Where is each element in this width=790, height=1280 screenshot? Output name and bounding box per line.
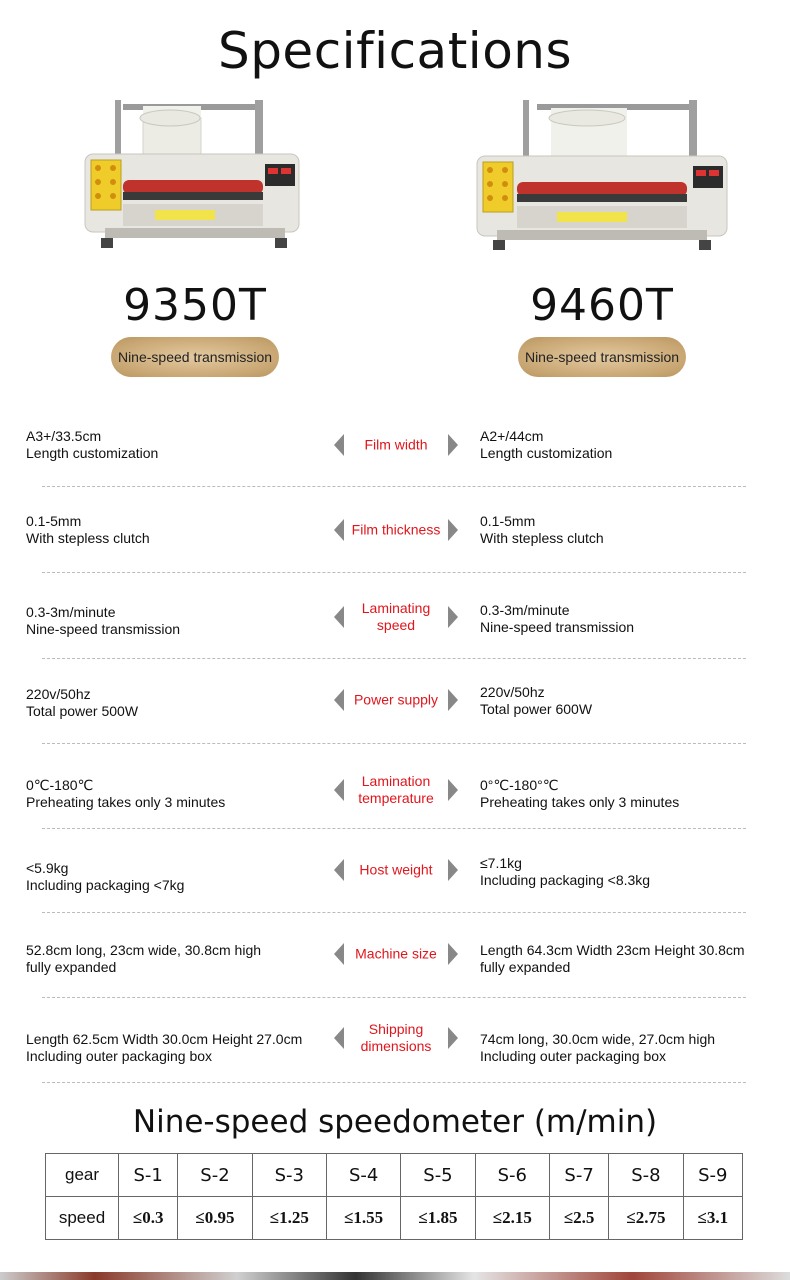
spec-label: Machine size [355, 945, 437, 962]
spec-row-power-supply [0, 686, 790, 772]
model-number: 9460T [530, 280, 674, 331]
spec-label-group [332, 1018, 460, 1058]
laminator-image [65, 100, 325, 270]
gear-cell: S-2 [178, 1154, 252, 1197]
row-header: speed [46, 1197, 119, 1240]
laminator-image [467, 100, 737, 270]
spec-label: Shipping dimensions [360, 1021, 432, 1054]
transmission-badge: Nine-speed transmission [518, 337, 686, 377]
speed-cell: ≤1.55 [326, 1197, 400, 1240]
spec-value-left: 0℃-180℃ Preheating takes only 3 minutes [26, 777, 226, 810]
product-9350t [45, 100, 345, 377]
arrow-right-icon [448, 606, 458, 628]
arrow-right-icon [448, 779, 458, 801]
arrow-right-icon [448, 943, 458, 965]
spec-row-film-width [0, 428, 790, 514]
arrow-right-icon [448, 519, 458, 541]
gear-cell: S-8 [609, 1154, 683, 1197]
gear-cell: S-6 [475, 1154, 549, 1197]
spec-label-group [332, 850, 460, 890]
speed-cell: ≤2.75 [609, 1197, 683, 1240]
spec-value-right: 0.1-5mm With stepless clutch [480, 513, 604, 546]
spec-value-right: 0.3-3m/minute Nine-speed transmission [480, 602, 635, 635]
gear-cell: S-9 [683, 1154, 742, 1197]
spec-row-laminating-speed [0, 600, 790, 690]
model-number: 9350T [123, 280, 267, 331]
speed-cell: ≤1.85 [401, 1197, 475, 1240]
spec-value-left: 0.3-3m/minute Nine-speed transmission [26, 604, 181, 637]
spec-value-right: ≤7.1kg Including packaging <8.3kg [480, 855, 651, 888]
divider [42, 1082, 746, 1083]
arrow-right-icon [448, 434, 458, 456]
spec-value-left: Length 62.5cm Width 30.0cm Height 27.0cm Including outer packaging box [26, 1031, 303, 1064]
spec-value-right: Length 64.3cm Width 23cm Height 30.8cm fully expanded [480, 942, 745, 975]
spec-value-right: 220v/50hz Total power 600W [480, 684, 593, 717]
spec-value-left: 220v/50hz Total power 500W [26, 686, 139, 719]
spec-label: Laminating speed [361, 600, 431, 633]
arrow-left-icon [334, 1027, 344, 1049]
spec-row-film-thickness [0, 513, 790, 599]
gear-cell: S-3 [252, 1154, 326, 1197]
spec-value-right: A2+/44cm Length customization [480, 428, 613, 461]
spec-label: Power supply [353, 691, 439, 708]
divider [42, 658, 746, 659]
speed-cell: ≤2.15 [475, 1197, 549, 1240]
table-row-speed [46, 1197, 743, 1240]
arrow-left-icon [334, 434, 344, 456]
transmission-badge: Nine-speed transmission [111, 337, 279, 377]
spec-row-host-weight [0, 856, 790, 942]
speed-cell: ≤1.25 [252, 1197, 326, 1240]
spec-label-group [332, 510, 460, 550]
arrow-right-icon [448, 859, 458, 881]
spec-value-left: 52.8cm long, 23cm wide, 30.8cm high fully expanded [26, 942, 262, 975]
arrow-left-icon [334, 689, 344, 711]
speed-table [45, 1153, 743, 1240]
spec-value-left: A3+/33.5cm Length customization [26, 428, 159, 461]
spec-label-group [332, 770, 460, 810]
gear-cell: S-1 [119, 1154, 178, 1197]
spec-value-right: 0°℃-180°℃ Preheating takes only 3 minutes [480, 777, 680, 810]
row-header: gear [46, 1154, 119, 1197]
spec-label-group [332, 680, 460, 720]
speed-cell: ≤3.1 [683, 1197, 742, 1240]
spec-value-left: <5.9kg Including packaging <7kg [26, 860, 185, 893]
arrow-left-icon [334, 606, 344, 628]
arrow-left-icon [334, 943, 344, 965]
divider [42, 997, 746, 998]
arrow-left-icon [334, 859, 344, 881]
speed-cell: ≤2.5 [549, 1197, 608, 1240]
spec-row-machine-size [0, 942, 790, 1028]
spec-label-group [332, 597, 460, 637]
divider [42, 572, 746, 573]
speed-cell: ≤0.95 [178, 1197, 252, 1240]
arrow-right-icon [448, 689, 458, 711]
gear-cell: S-4 [326, 1154, 400, 1197]
spec-label: Film thickness [351, 521, 441, 538]
footer-image-strip [0, 1272, 790, 1280]
spec-value-left: 0.1-5mm With stepless clutch [26, 513, 150, 546]
gear-cell: S-7 [549, 1154, 608, 1197]
spec-label: Lamination temperature [358, 773, 434, 806]
table-row-gear [46, 1154, 743, 1197]
page-title: Specifications [217, 22, 573, 80]
speed-cell: ≤0.3 [119, 1197, 178, 1240]
spec-label: Film width [364, 436, 428, 453]
spec-label: Host weight [359, 861, 433, 878]
spec-label-group [332, 934, 460, 974]
spec-label-group [332, 425, 460, 465]
divider [42, 912, 746, 913]
divider [42, 486, 746, 487]
spec-value-right: 74cm long, 30.0cm wide, 27.0cm high Including outer packaging box [480, 1031, 716, 1064]
arrow-left-icon [334, 519, 344, 541]
speed-table-title: Nine-speed speedometer (m/min) [132, 1104, 658, 1140]
divider [42, 743, 746, 744]
product-9460t [452, 100, 752, 377]
arrow-left-icon [334, 779, 344, 801]
gear-cell: S-5 [401, 1154, 475, 1197]
arrow-right-icon [448, 1027, 458, 1049]
divider [42, 828, 746, 829]
